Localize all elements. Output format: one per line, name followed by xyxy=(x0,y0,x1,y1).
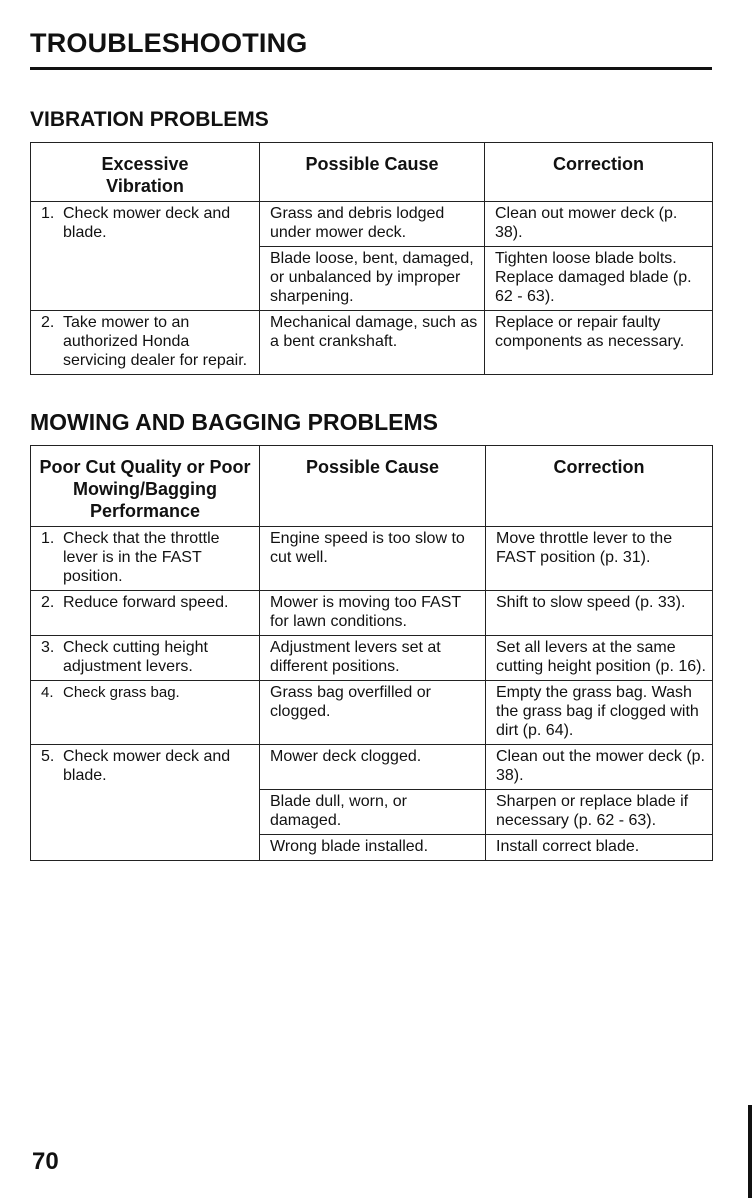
correction-cell: Set all levers at the same cutting height position (p. 16). xyxy=(486,636,713,681)
correction-cell: Replace or repair faulty components as necessary. xyxy=(485,311,713,375)
column-header-correction: Correction xyxy=(485,143,713,202)
cause-cell: Mower deck clogged. xyxy=(260,745,486,790)
title-rule xyxy=(30,67,712,70)
cause-cell: Mechanical damage, such as a bent crankshaft. xyxy=(260,311,485,375)
column-header-correction: Correction xyxy=(486,446,713,527)
page-edge-mark xyxy=(748,1105,752,1198)
column-header-check: Excessive Vibration xyxy=(31,143,260,202)
cause-cell: Blade loose, bent, damaged, or unbalanced by improper sharpening. xyxy=(260,247,485,311)
check-cell xyxy=(31,527,260,591)
column-header-cause: Possible Cause xyxy=(260,143,485,202)
correction-cell: Empty the grass bag. Wash the grass bag if clogged with dirt (p. 64). xyxy=(486,681,713,745)
check-number: 3. xyxy=(41,639,55,656)
check-number: 1. xyxy=(41,530,55,547)
page-number: 70 xyxy=(32,1148,59,1175)
table-header-row xyxy=(31,446,713,527)
check-text: Take mower to an authorized Honda servicing dealer for repair. xyxy=(63,314,248,369)
check-text: Check that the throttle lever is in the FAST position. xyxy=(63,530,220,585)
vibration-problems-heading: VIBRATION PROBLEMS xyxy=(30,108,269,131)
table-row xyxy=(31,591,713,636)
cause-cell: Grass bag overfilled or clogged. xyxy=(260,681,486,745)
mowing-bagging-problems-table xyxy=(30,445,713,861)
check-cell xyxy=(31,202,260,311)
vibration-problems-table xyxy=(30,142,713,375)
check-number: 1. xyxy=(41,205,55,222)
correction-cell: Clean out mower deck (p. 38). xyxy=(485,202,713,247)
check-cell xyxy=(31,591,260,636)
cause-cell: Wrong blade installed. xyxy=(260,835,486,861)
check-cell xyxy=(31,745,260,861)
mowing-bagging-problems-heading: MOWING AND BAGGING PROBLEMS xyxy=(30,409,439,435)
table-header-row xyxy=(31,143,713,202)
correction-cell: Install correct blade. xyxy=(486,835,713,861)
correction-cell: Tighten loose blade bolts. Replace damaged blade (p. 62 - 63). xyxy=(485,247,713,311)
cause-cell: Engine speed is too slow to cut well. xyxy=(260,527,486,591)
check-text: Check mower deck and blade. xyxy=(63,205,231,241)
table-row xyxy=(31,745,713,790)
check-cell xyxy=(31,311,260,375)
table-row xyxy=(31,311,713,375)
check-number: 2. xyxy=(41,594,55,611)
column-header-cause: Possible Cause xyxy=(260,446,486,527)
correction-cell: Shift to slow speed (p. 33). xyxy=(486,591,713,636)
cause-cell: Grass and debris lodged under mower deck. xyxy=(260,202,485,247)
correction-cell: Clean out the mower deck (p. 38). xyxy=(486,745,713,790)
check-text: Check grass bag. xyxy=(63,684,180,701)
check-number: 4. xyxy=(41,684,54,701)
table-row xyxy=(31,681,713,745)
check-cell xyxy=(31,681,260,745)
check-text: Reduce forward speed. xyxy=(63,594,229,611)
check-number: 2. xyxy=(41,314,55,331)
page-title: TROUBLESHOOTING xyxy=(30,28,308,58)
cause-cell: Adjustment levers set at different positions. xyxy=(260,636,486,681)
check-number: 5. xyxy=(41,748,55,765)
check-text: Check cutting height adjustment levers. xyxy=(63,639,208,675)
check-text: Check mower deck and blade. xyxy=(63,748,231,784)
cause-cell: Mower is moving too FAST for lawn conditions. xyxy=(260,591,486,636)
cause-cell: Blade dull, worn, or damaged. xyxy=(260,790,486,835)
correction-cell: Sharpen or replace blade if necessary (p. 62 - 63). xyxy=(486,790,713,835)
table-row xyxy=(31,202,713,247)
column-header-check: Poor Cut Quality or Poor Mowing/Bagging Performance xyxy=(31,446,260,527)
check-cell xyxy=(31,636,260,681)
table-row xyxy=(31,636,713,681)
correction-cell: Move throttle lever to the FAST position (p. 31). xyxy=(486,527,713,591)
table-row xyxy=(31,527,713,591)
